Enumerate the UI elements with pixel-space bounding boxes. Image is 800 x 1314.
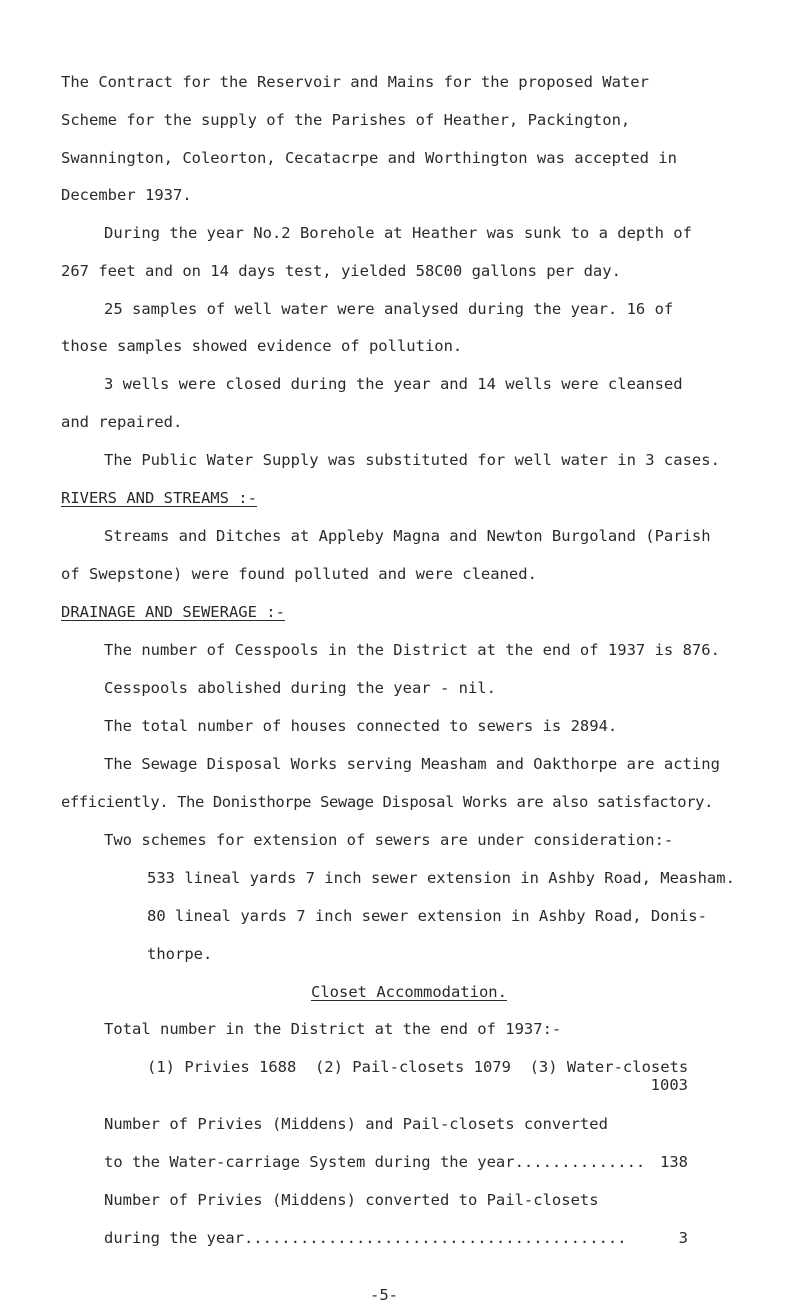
contract-line-3: Swannington, Coleorton, Cecatacrpe and Worthington was accepted in <box>61 149 677 167</box>
drainage-line-3: The total number of houses connected to sewers is 2894. <box>104 717 618 735</box>
borehole-line-2: 267 feet and on 14 days test, yielded 58C00 gallons per day. <box>61 262 621 280</box>
wells-line-3: The Public Water Supply was substituted for well water in 3 cases. <box>104 451 720 469</box>
borehole-line-1: During the year No.2 Borehole at Heather was sunk to a depth of <box>104 224 692 242</box>
drainage-line-7: 533 lineal yards 7 inch sewer extension in Ashby Road, Measham. <box>147 869 735 887</box>
closet-water-closets-value: 1003 <box>650 1076 688 1094</box>
closet-line-6: during the year......................................... <box>104 1229 627 1247</box>
closet-heading: Closet Accommodation. <box>311 983 507 1001</box>
drainage-line-8: 80 lineal yards 7 inch sewer extension in Ashby Road, Donis- <box>147 907 707 925</box>
samples-line-1: 25 samples of well water were analysed during the year. 16 of <box>104 300 674 318</box>
page-number: -5- <box>370 1286 398 1304</box>
rivers-line-2: of Swepstone) were found polluted and were cleaned. <box>61 565 537 583</box>
drainage-line-1: The number of Cesspools in the District at the end of 1937 is 876. <box>104 641 720 659</box>
contract-line-4: December 1937. <box>61 186 192 204</box>
samples-line-2: those samples showed evidence of pollution. <box>61 337 463 355</box>
drainage-line-5: efficiently. The Donisthorpe Sewage Disposal Works are also satisfactory. <box>61 793 714 811</box>
drainage-heading: DRAINAGE AND SEWERAGE :- <box>61 603 285 621</box>
drainage-line-2: Cesspools abolished during the year - nil. <box>104 679 496 697</box>
closet-line-2: (1) Privies 1688 (2) Pail-closets 1079 (3) Water-closets <box>147 1058 689 1076</box>
closet-line-1: Total number in the District at the end of 1937:- <box>104 1020 562 1038</box>
rivers-line-1: Streams and Ditches at Appleby Magna and Newton Burgoland (Parish <box>104 527 711 545</box>
rivers-heading: RIVERS AND STREAMS :- <box>61 489 257 507</box>
drainage-line-9: thorpe. <box>147 945 213 963</box>
drainage-line-6: Two schemes for extension of sewers are under consideration:- <box>104 831 674 849</box>
closet-line-4: to the Water-carriage System during the year.............. <box>104 1153 646 1171</box>
wells-line-1: 3 wells were closed during the year and 14 wells were cleansed <box>104 375 683 393</box>
contract-line-1: The Contract for the Reservoir and Mains for the proposed Water <box>61 73 649 91</box>
closet-converted-pail-value: 3 <box>678 1229 688 1247</box>
contract-line-2: Scheme for the supply of the Parishes of Heather, Packington, <box>61 111 631 129</box>
closet-line-5: Number of Privies (Middens) converted to Pail-closets <box>104 1191 599 1209</box>
closet-line-3: Number of Privies (Middens) and Pail-closets converted <box>104 1115 608 1133</box>
closet-converted-wc-value: 138 <box>660 1153 688 1171</box>
drainage-line-4: The Sewage Disposal Works serving Measham and Oakthorpe are acting <box>104 755 720 773</box>
wells-line-2: and repaired. <box>61 413 183 431</box>
